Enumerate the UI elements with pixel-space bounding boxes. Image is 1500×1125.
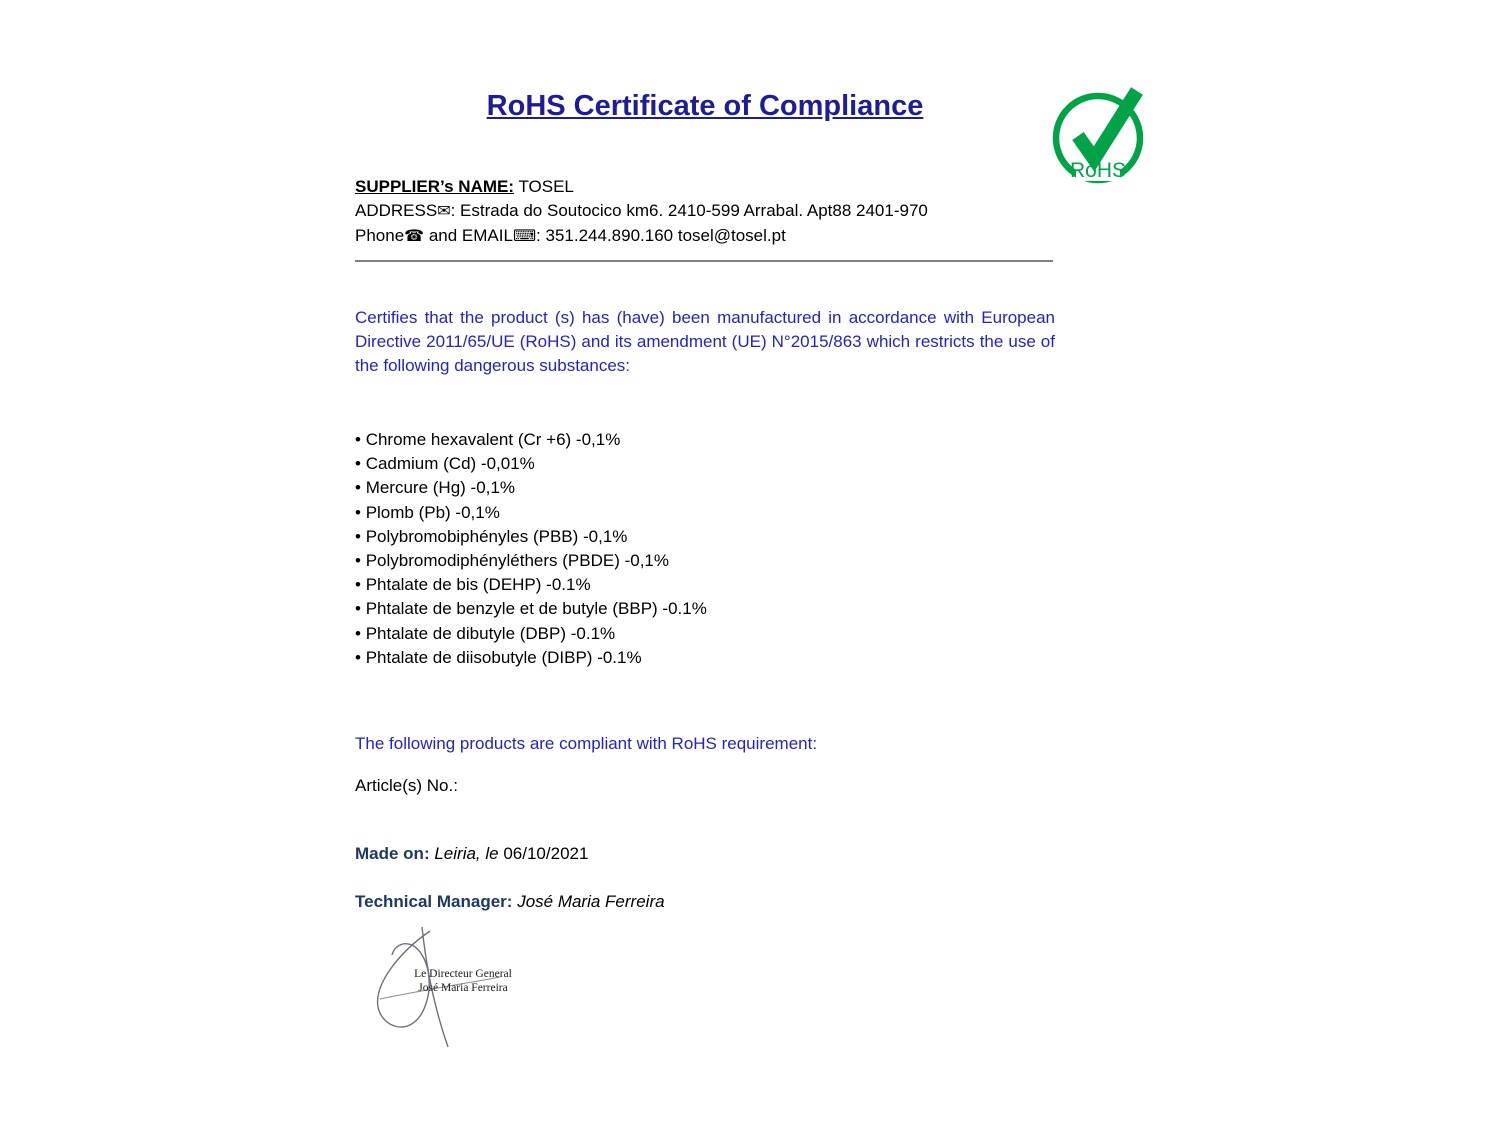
address-value: : Estrada do Soutocico km6. 2410-599 Arrabal. Apt88 2401-970 (450, 201, 928, 220)
technical-manager-label: Technical Manager: (355, 892, 513, 911)
substance-item: • Plomb (Pb) -0,1% (355, 501, 1055, 525)
phone-icon: ☎ (404, 228, 425, 245)
substance-item: • Phtalate de dibutyle (DBP) -0.1% (355, 622, 1055, 646)
logo-text: RoHS (1069, 159, 1127, 182)
supplier-contact-line (355, 224, 1055, 249)
substance-item: • Phtalate de diisobutyle (DIBP) -0.1% (355, 646, 1055, 670)
technical-manager-value: José Maria Ferreira (517, 892, 665, 911)
supplier-name-line (355, 175, 1055, 199)
substance-item: • Chrome hexavalent (Cr +6) -0,1% (355, 428, 1055, 452)
substance-item: • Polybromodiphényléthers (PBDE) -0,1% (355, 549, 1055, 573)
supplier-name-value: TOSEL (518, 177, 574, 196)
technical-manager-line (355, 892, 665, 912)
envelope-icon: ✉ (437, 203, 451, 220)
article-number-line: Article(s) No.: (355, 776, 458, 795)
substance-item: • Mercure (Hg) -0,1% (355, 476, 1055, 500)
substance-item: • Phtalate de benzyle et de butyle (BBP) -0.1% (355, 597, 1055, 621)
signature-caption-line1: Le Directeur General (414, 968, 512, 980)
substance-item: • Polybromobiphényles (PBB) -0,1% (355, 525, 1055, 549)
horizontal-divider (355, 260, 1053, 262)
address-label: ADDRESS (355, 201, 438, 220)
and-email-label: and EMAIL (428, 226, 513, 245)
certifies-paragraph: Certifies that the product (s) has (have) been manufactured in accordance with European Directive 2011/65/UE (RoHS) and its amendment (UE) N°2015/863 which restricts the use of the following dangerous substances: (355, 308, 1055, 375)
phone-label: Phone (355, 226, 405, 245)
supplier-block (355, 175, 1055, 249)
rohs-logo-graphic (1048, 80, 1148, 185)
made-on-date: 06/10/2021 (503, 844, 589, 863)
computer-icon: ⌨ (512, 228, 537, 245)
substance-item: • Phtalate de bis (DEHP) -0.1% (355, 573, 1055, 597)
contact-value: : 351.244.890.160 tosel@tosel.pt (536, 226, 786, 245)
made-on-label: Made on: (355, 844, 430, 863)
substances-list (355, 428, 1055, 670)
supplier-address-line (355, 199, 1055, 224)
signature-caption (388, 967, 538, 995)
made-on-line (355, 844, 588, 864)
supplier-name-label: SUPPLIER’s NAME: (355, 177, 515, 196)
signature-caption-line2: José Maria Ferreira (418, 982, 508, 994)
rohs-logo (1048, 80, 1148, 185)
signature-area (358, 925, 568, 1055)
compliance-statement: The following products are compliant with RoHS requirement: (355, 734, 818, 753)
substance-item: • Cadmium (Cd) -0,01% (355, 452, 1055, 476)
page-title: RoHS Certificate of Compliance (486, 90, 924, 122)
made-on-place: Leiria, le (434, 844, 499, 863)
